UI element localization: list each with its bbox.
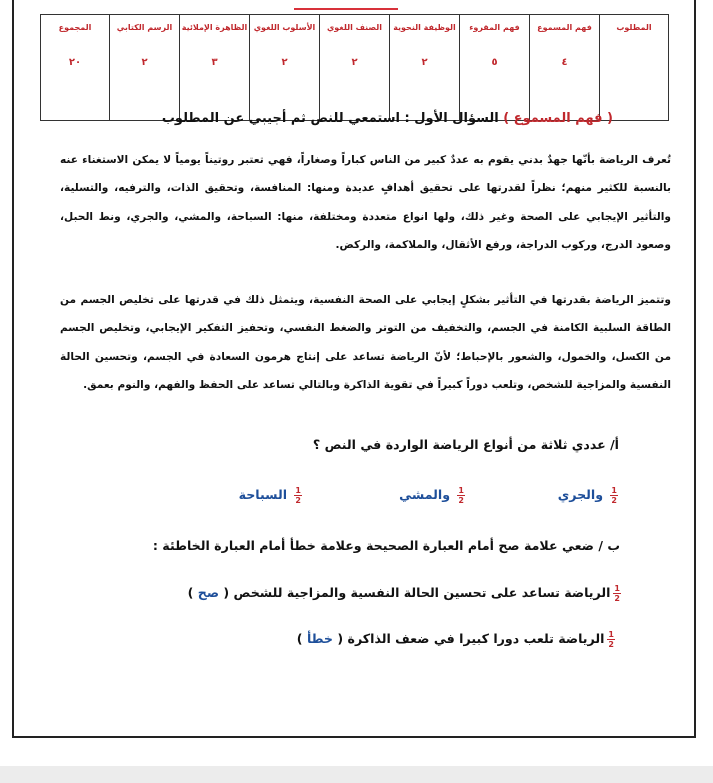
part-a-answer-1 [558,486,618,505]
half-mark-icon: $\frac{1}{2}$ [611,486,617,505]
value-cell-total: ٢٠ [41,51,110,121]
header-red-line [294,8,398,10]
answer-text: السباحة [238,487,288,502]
value-cell-listening: ٤ [530,51,600,121]
header-cell-total: المجموع [41,15,110,52]
value-cell-style: ٢ [250,51,320,121]
statement-text: الرياضة تلعب دورا كبيرا في ضعف الذاكرة ( [333,631,605,646]
header-cell-listening: فهم المسموع [530,15,600,52]
question1-skill: ( فهم المسموع ) [503,111,613,126]
header-cell-handwriting: الرسم الكتابي [110,15,180,52]
half-mark-icon: $\frac{1}{2}$ [295,486,301,505]
header-cell-reading: فهم المقروء [460,15,530,52]
passage-paragraph-2: وتتميز الرياضة بقدرتها في التأثير بشكلٍ إيجابي على الصحة النفسية، ويتمثل ذلك في قدرتها على تخليص الجسم من الطاقة السلبية الكامنة في الجسم، والتخفيف من التوتر والضغط النفسي، وتحفيز التفكير الإيجابي، وتخليص الجسم من الكسل، والخمول، والشعور بالإحباط؛ لأنّ الرياضة تساعد على إنتاج هرمون السعادة في الجسم، وتحسين الحالة النفسية والمزاجية للشخص، وتلعب دوراً كبيراً في تقوية الذاكرة وبالتالي تساعد على الحفظ والفهم، والنوم بعمق. [60,294,671,391]
passage-paragraph-1: تُعرف الرياضة بأنّها جهدٌ بدني يقوم به عددٌ كبير من الناس كباراً وصغاراً، فهي تعتبر روتيناً يومياً لا يمكن الاستغناء عنه بالنسبة للكثير منهم؛ نظراً لقدرتها على تحقيق أهدافٍ عديدة ومنها: المنافسة، وتحقيق الذات، والترفيه، والتسلية، والتأثير الإيجابي على الصحة وغير ذلك، ولها انواع متعددة ومختلفة، منها: السباحة، والمشي، والجري، ونط الحبل، وصعود الدرج، وركوب الدراجة، ورفع الأثقال، والملاكمة، والركض. [60,154,671,251]
header-cell-grammar: الوظيفة النحوية [390,15,460,52]
answer-text: والجري [557,487,604,502]
statement-close: ) [187,585,198,600]
statement-verdict: خطأ [306,631,334,646]
statement-close: ) [296,631,307,646]
header-cell-style: الأسلوب اللغوي [250,15,320,52]
value-cell-word-class: ٢ [320,51,390,121]
value-cell-handwriting: ٢ [110,51,180,121]
half-mark-icon: $\frac{1}{2}$ [608,630,614,649]
statement-verdict: صح [197,585,219,600]
viewer-bottom-bar [0,766,713,783]
part-a-question: أ/ عددي ثلاثة من أنواع الرياضة الواردة في النص ؟ [312,437,619,452]
part-b-statement-2 [297,630,615,649]
question1-title: السؤال الأول : استمعي للنص ثم أجيبي عن المطلوب [161,111,499,126]
header-cell-spelling: الظاهرة الإملائية [180,15,250,52]
part-b-statement-1 [188,584,621,603]
answer-text: والمشي [399,487,451,502]
score-table [40,14,669,121]
score-table-header-row [41,15,669,52]
header-cell-word-class: الصنف اللغوي [320,15,390,52]
half-mark-icon: $\frac{1}{2}$ [458,486,464,505]
part-a-answer-2 [399,486,465,505]
part-b-question: ب / ضعي علامة صح أمام العبارة الصحيحة وعلامة خطأ أمام العبارة الخاطئة : [152,538,620,553]
value-cell-reading: ٥ [460,51,530,121]
value-cell-spelling: ٣ [180,51,250,121]
statement-text: الرياضة تساعد على تحسين الحالة النفسية والمزاجية للشخص ( [219,585,611,600]
half-mark-icon: $\frac{1}{2}$ [614,584,620,603]
value-cell-grammar: ٢ [390,51,460,121]
header-cell-required: المطلوب [600,15,669,52]
question1-heading [162,111,613,126]
part-a-answer-3 [239,486,302,505]
